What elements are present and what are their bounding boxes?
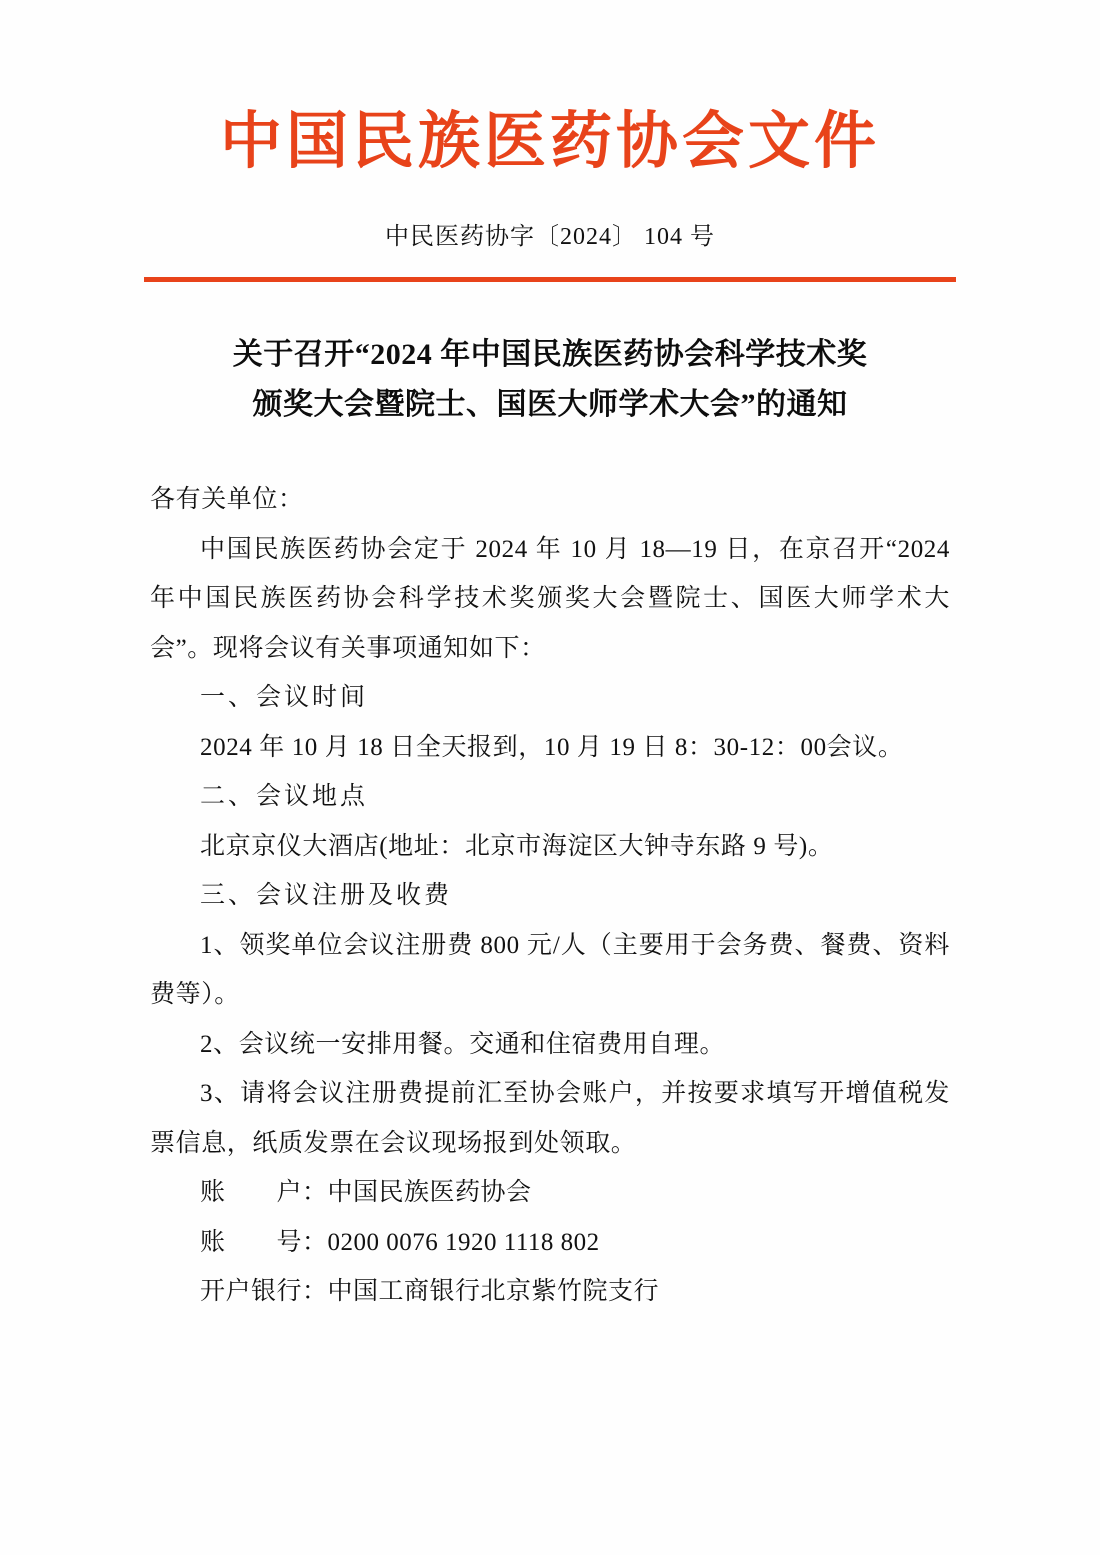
document-body [150, 475, 950, 1317]
page-title-line-1: 关于召开“2024 年中国民族医药协会科学技术奖 [232, 338, 868, 372]
section-heading-registration-fee: 三、会议注册及收费 [200, 882, 453, 910]
paragraph-fee-item-3: 3、请将会议注册费提前汇至协会账户，并按要求填写开增值税发票信息，纸质发票在会议现场报到处领取。 [150, 1080, 950, 1157]
document-number: 中民医药协字〔2024〕 104 号 [385, 224, 715, 251]
bank-branch-line: 开户银行：中国工商银行北京紫竹院支行 [200, 1278, 660, 1306]
paragraph-meeting-time: 2024 年 10 月 18 日全天报到，10 月 19 日 8：30-12：00会议。 [200, 733, 904, 761]
page-title [170, 330, 930, 429]
salutation: 各有关单位： [150, 486, 304, 514]
section-heading-meeting-place: 二、会议地点 [200, 783, 369, 811]
page-title-line-2: 颁奖大会暨院士、国医大师学术大会”的通知 [252, 387, 848, 421]
paragraph-meeting-place: 北京京仪大酒店(地址：北京市海淀区大钟寺东路 9 号)。 [200, 832, 834, 860]
section-heading-meeting-time: 一、会议时间 [200, 684, 369, 712]
organization-title: 中国民族医药协会文件 [219, 108, 880, 176]
paragraph-fee-item-2: 2、会议统一安排用餐。交通和住宿费用自理。 [200, 1030, 726, 1058]
paragraph-fee-item-1: 1、领奖单位会议注册费 800 元/人（主要用于会务费、餐费、资料费等）。 [150, 931, 950, 1009]
bank-account-name-line: 账 户：中国民族医药协会 [200, 1179, 532, 1207]
masthead [0, 0, 1100, 282]
red-divider-rule [144, 277, 956, 282]
bank-account-number-line: 账 号：0200 0076 1920 1118 802 [200, 1228, 600, 1256]
paragraph-intro: 中国民族医药协会定于 2024 年 10 月 18—19 日，在京召开“2024 年中国民族医药协会科学技术奖颁奖大会暨院士、国医大师学术大会”。现将会议有关事项通知如下： [150, 535, 950, 662]
